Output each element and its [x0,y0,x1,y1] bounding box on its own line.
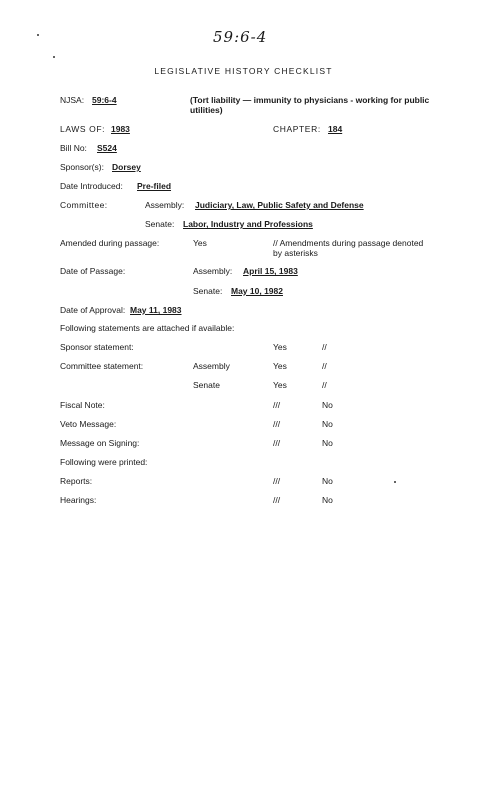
page-title: LEGISLATIVE HISTORY CHECKLIST [154,66,333,76]
statement-col1: Yes [273,342,287,352]
statement-label: Fiscal Note: [60,400,105,410]
laws-of-value: 1983 [111,124,130,134]
printed-col1: /// [273,476,281,486]
passage-label: Date of Passage: [60,266,126,276]
statement-label: Sponsor statement: [60,342,134,352]
printed-col2: No [322,476,333,486]
date-introduced-label: Date Introduced: [60,181,123,191]
statement-col1: Yes [273,361,287,371]
njsa-value: 59:6-4 [92,95,117,105]
bill-no-value: S524 [97,143,117,153]
printed-label: Reports: [60,476,93,486]
committee-assembly-label: Assembly: [145,200,185,210]
chapter-value: 184 [328,124,343,134]
statement-col2: // [322,380,327,390]
approval-value: May 11, 1983 [130,305,182,315]
passage-assembly-value: April 15, 1983 [243,266,298,276]
statement-col2: // [322,361,327,371]
committee-senate-value: Labor, Industry and Professions [183,219,313,229]
statement-label: Committee statement: [60,361,144,371]
attached-heading: Following statements are attached if available: [60,323,235,333]
amended-label: Amended during passage: [60,238,160,248]
sponsor-value: Dorsey [112,162,141,172]
njsa-description: (Tort liability — immunity to physicians - working for public utilities) [190,95,430,115]
printed-label: Hearings: [60,495,97,505]
printed-col1: /// [273,495,281,505]
statement-sub: Senate [193,380,220,390]
statement-col2: No [322,400,333,410]
passage-senate-label: Senate: [193,286,223,296]
scan-speck [394,481,396,483]
statement-label: Veto Message: [60,419,117,429]
chapter-label: CHAPTER: [273,124,321,134]
committee-label: Committee: [60,200,108,210]
njsa-label: NJSA: [60,95,85,105]
passage-assembly-label: Assembly: [193,266,233,276]
statement-col2: No [322,438,333,448]
approval-label: Date of Approval: [60,305,126,315]
statement-sub: Assembly [193,361,230,371]
printed-heading: Following were printed: [60,457,148,467]
statement-col1: /// [273,400,281,410]
scan-speck [53,56,55,58]
passage-senate-value: May 10, 1982 [231,286,283,296]
date-introduced-value: Pre-filed [137,181,172,191]
committee-senate-label: Senate: [145,219,175,229]
statement-col2: No [322,419,333,429]
amended-note: // Amendments during passage denoted by asterisks [273,238,424,258]
sponsor-label: Sponsor(s): [60,162,104,172]
committee-assembly-value: Judiciary, Law, Public Safety and Defense [195,200,364,210]
statement-col1: Yes [273,380,287,390]
laws-of-label: LAWS OF: [60,124,106,134]
handwritten-statute-number: 59:6-4 [213,28,268,46]
printed-col2: No [322,495,333,505]
scan-speck [37,34,39,36]
statement-col1: /// [273,438,281,448]
statement-col2: // [322,342,327,352]
bill-no-label: Bill No: [60,143,87,153]
amended-value: Yes [193,238,207,248]
statement-col1: /// [273,419,281,429]
statement-label: Message on Signing: [60,438,140,448]
